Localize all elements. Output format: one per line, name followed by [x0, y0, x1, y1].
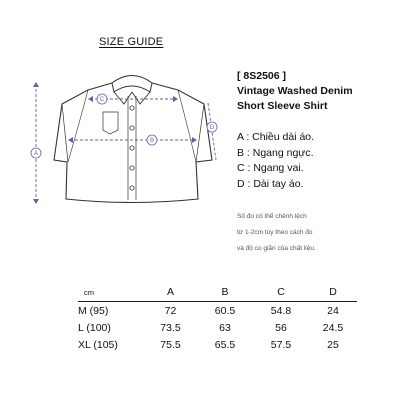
table-cell: 73.5 [160, 321, 181, 334]
note-line-2: từ 1-2cm tùy theo cách đo [237, 229, 313, 236]
arrow-b-right [192, 137, 197, 143]
marker-c-label: C [99, 97, 105, 104]
buttons [130, 106, 134, 190]
collar-tip-right [132, 92, 150, 104]
table-row [78, 336, 357, 353]
marker-b-label: B [149, 138, 155, 145]
collar [112, 76, 152, 93]
size-label: XL (105) [78, 338, 118, 351]
note-line-1: Số đo có thể chênh lệch [237, 213, 307, 220]
table-cell: 56 [275, 321, 287, 334]
arrow-a-top [33, 82, 39, 87]
sleeve-seam-left [62, 104, 68, 162]
table-cell: 54.8 [270, 304, 292, 317]
table-row [78, 319, 357, 336]
table-cell: 24 [327, 304, 339, 317]
measurement-legend [237, 130, 314, 192]
legend-item-a: A : Chiều dài áo. [237, 131, 315, 143]
table-cell: 60.5 [214, 304, 236, 317]
table-row [78, 302, 357, 320]
collar-tip-left [114, 92, 132, 104]
arrow-c-left [88, 96, 93, 102]
size-guide-title: SIZE GUIDE [99, 36, 164, 48]
button-1 [130, 106, 134, 110]
column-header-b: B [197, 283, 253, 302]
button-4 [130, 166, 134, 170]
table-cell: 25 [327, 338, 339, 351]
legend-item-c: C : Ngang vai. [237, 162, 304, 174]
shoulder-seam-right [178, 90, 196, 162]
sleeve-seam-right [196, 104, 204, 162]
table-cell: 63 [219, 321, 231, 334]
arrow-c-right [173, 96, 178, 102]
table-cell: 72 [164, 304, 177, 317]
size-table [78, 283, 357, 353]
shoulder-seam-left [68, 90, 88, 162]
table-cell: 65.5 [214, 338, 236, 351]
arrow-a-bottom [33, 199, 39, 204]
measurement-note [237, 209, 387, 257]
button-5 [130, 186, 134, 190]
legend-item-b: B : Ngang ngực. [237, 146, 314, 159]
column-header-c: C [253, 283, 309, 302]
marker-a-label: A [33, 151, 39, 158]
product-name-line-2: Short Sleeve Shirt [237, 100, 328, 112]
table-cell: 57.5 [270, 338, 292, 351]
size-table-header-row [78, 283, 357, 302]
arrow-b-left [68, 137, 73, 143]
size-label: L (100) [78, 321, 111, 334]
button-2 [130, 126, 134, 130]
chest-pocket [103, 112, 118, 134]
column-header-a: A [144, 283, 197, 302]
marker-d-label: D [209, 125, 215, 132]
button-3 [130, 146, 134, 150]
product-code: [ 8S2506 ] [237, 70, 287, 82]
note-line-3: và độ co giãn của chất liệu. [237, 245, 316, 252]
size-label: M (95) [78, 304, 109, 317]
product-name-line-1: Vintage Washed Denim [237, 85, 353, 97]
column-header-d: D [309, 283, 357, 302]
unit-header: cm [78, 283, 144, 302]
table-cell: 24.5 [322, 321, 344, 334]
table-cell: 75.5 [160, 338, 181, 351]
shirt-outline [54, 83, 212, 203]
legend-item-d: D : Dài tay áo. [237, 177, 304, 190]
